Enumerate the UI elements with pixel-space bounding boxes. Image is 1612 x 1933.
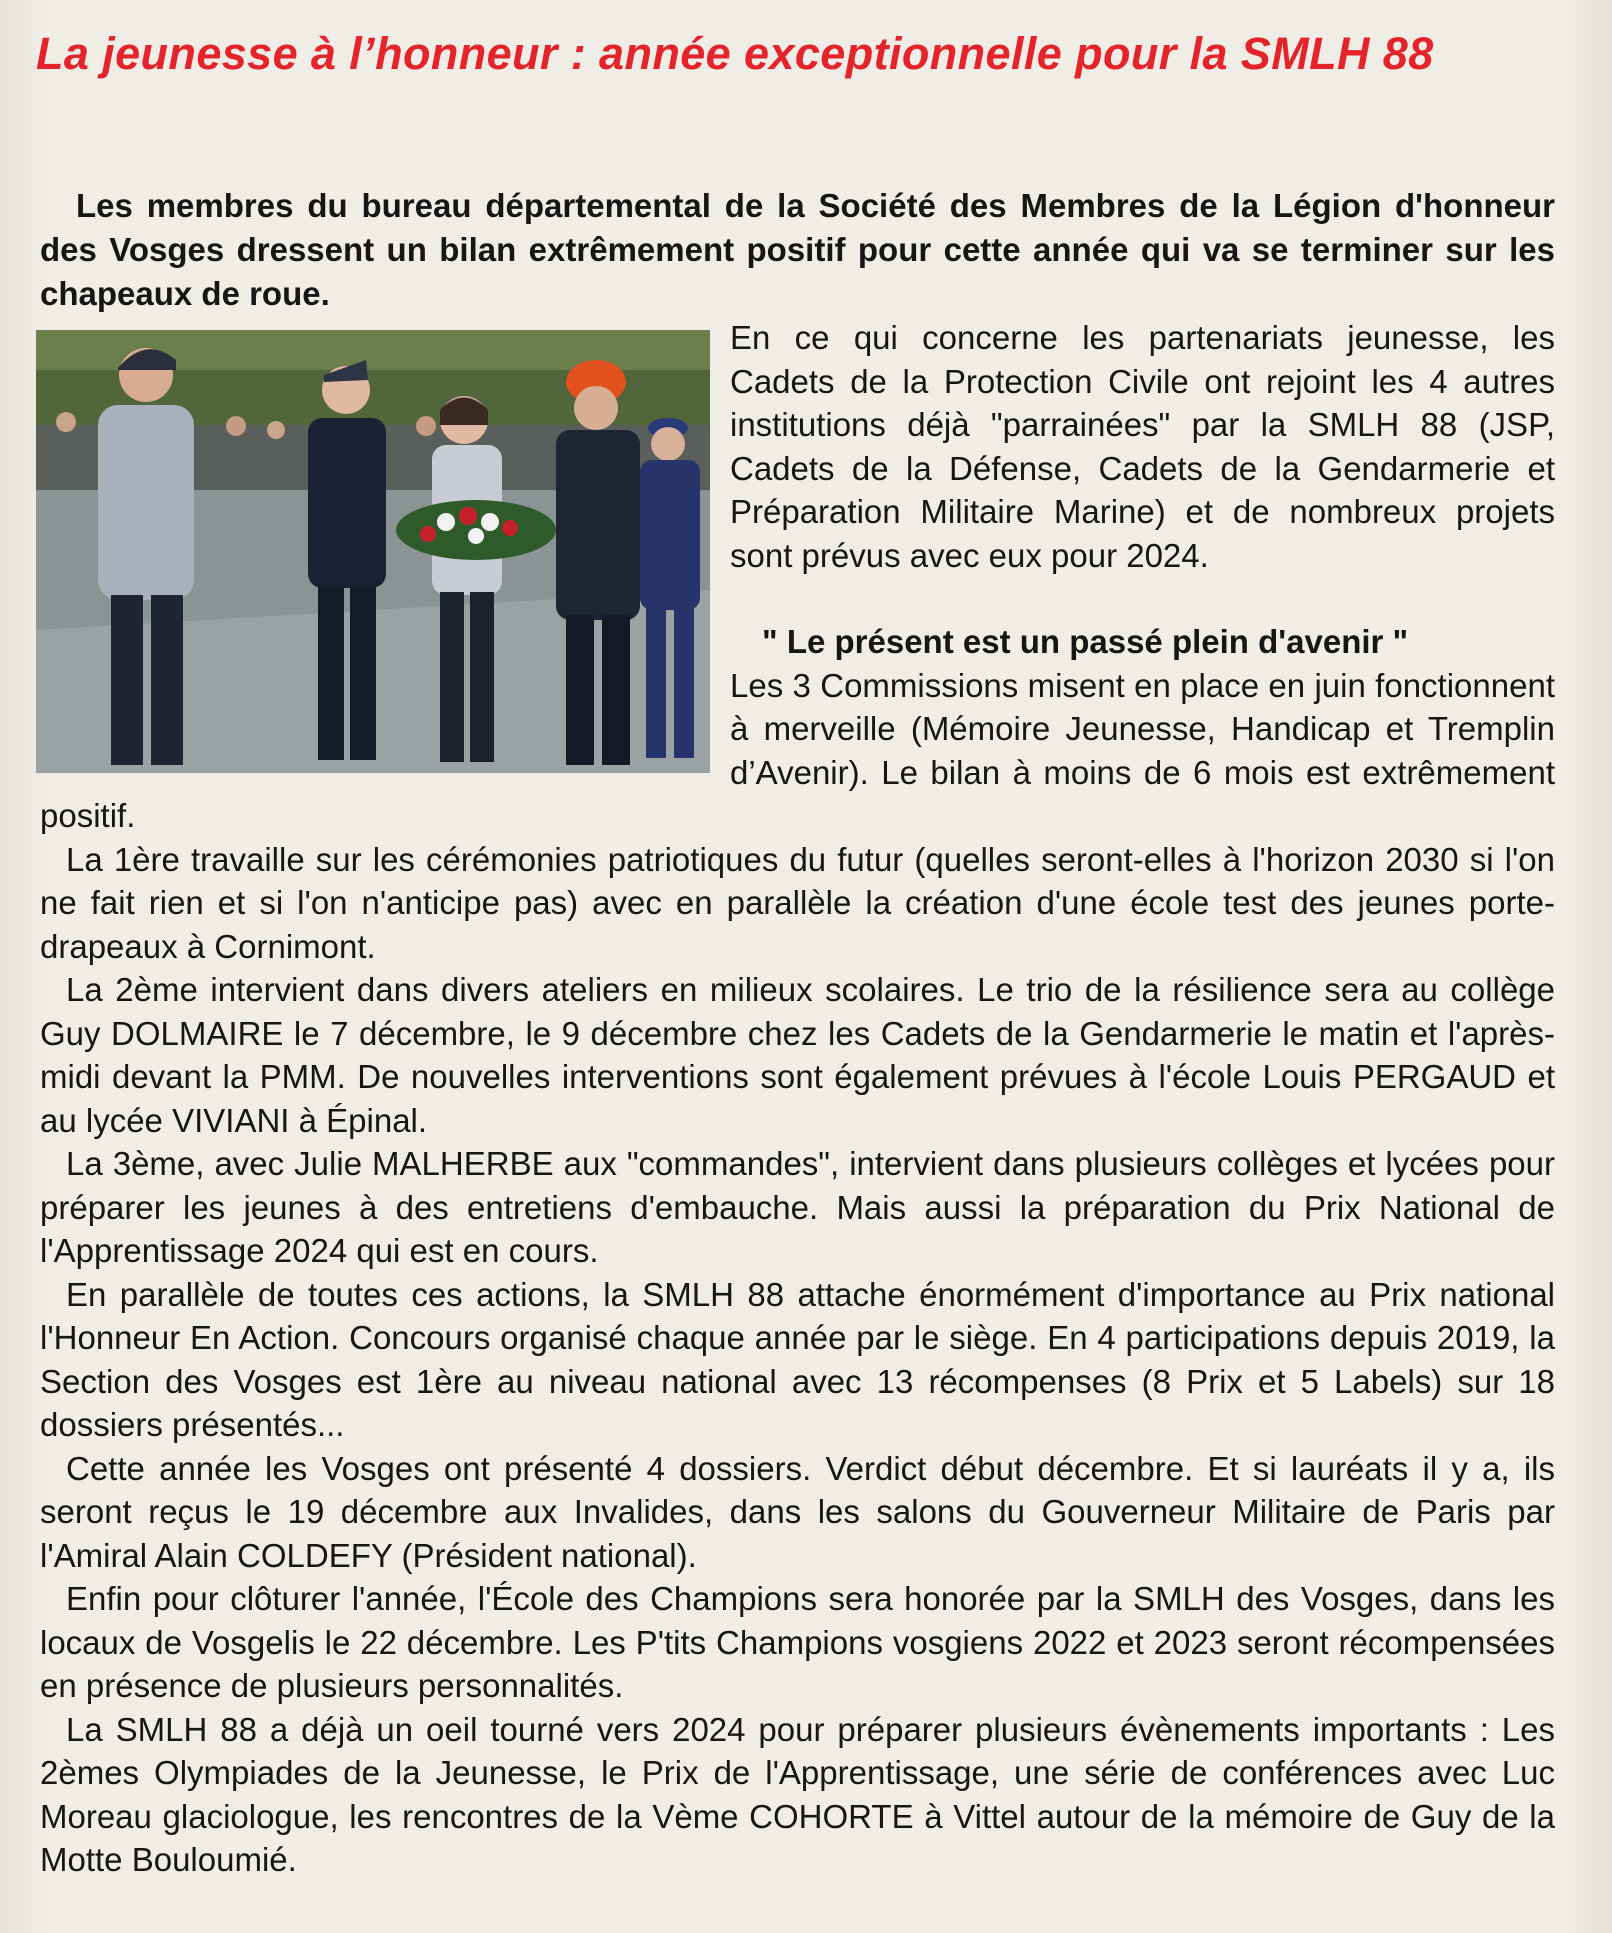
- article-headline: La jeunesse à l’honneur : année exceptionnelle pour la SMLH 88: [36, 28, 1434, 79]
- paragraph-third-commission: La 3ème, avec Julie MALHERBE aux "commandes", intervient dans plusieurs collèges et lycées pour préparer les jeunes à des entretiens d'embauche. Mais aussi la préparation du Prix National de l'Apprentissage 2024 qui est en cours.: [40, 1145, 1555, 1269]
- paragraph-events-2024: La SMLH 88 a déjà un oeil tourné vers 2024 pour préparer plusieurs évènements importants : Les 2èmes Olympiades de la Jeunesse, le Prix de l'Apprentissage, une série de conférences avec Luc Moreau glaciologue, les rencontres de la Vème COHORTE à Vittel autour de la mémoire de Guy de la Motte Bouloumié.: [40, 1710, 1555, 1878]
- paragraph-dossiers: Cette année les Vosges ont présenté 4 dossiers. Verdict début décembre. Et si lauréats il y a, ils seront reçus le 19 décembre aux Invalides, dans les salons du Gouverneur Militaire de Paris par l'Amiral Alain COLDEFY (Président national).: [40, 1449, 1555, 1574]
- paragraph-first-commission: La 1ère travaille sur les cérémonies patriotiques du futur (quelles seront-elles à l'horizon 2030 si l'on ne fait rien et si l'on n'anticipe pas) avec en parallèle la création d'une école test des jeunes porte-drapeaux à Cornimont.: [40, 840, 1555, 965]
- article-lead: Les membres du bureau départemental de la Société des Membres de la Légion d'honneur des Vosges dressent un bilan extrêmement positif pour cette année qui va se terminer sur les chapeaux de roue.: [40, 187, 1555, 312]
- article-subheading: " Le présent est un passé plein d'avenir ": [762, 623, 1409, 660]
- paragraph-commissions: Les 3 Commissions misent en place en juin fonctionnent à merveille (Mémoire Jeunesse, Handicap et Tremplin d’Avenir). Le bilan à moins de 6 mois est extrêmement positif.: [40, 666, 1555, 834]
- paragraph-partnerships: En ce qui concerne les partenariats jeunesse, les Cadets de la Protection Civile ont rejoint les 4 autres institutions déjà "parrainées" par la SMLH 88 (JSP, Cadets de la Défense, Cadets de la Gendarmerie et Préparation Militaire Marine) et de nombreux projets sont prévus avec eux pour 2024.: [730, 319, 1555, 574]
- paragraph-second-commission: La 2ème intervient dans divers ateliers en milieux scolaires. Le trio de la résilience sera au collège Guy DOLMAIRE le 7 décembre, le 9 décembre chez les Cadets de la Gendarmerie le matin et l'après-midi devant la PMM. De nouvelles interventions sont également prévues à l'école Louis PERGAUD et au lycée VIVIANI à Épinal.: [40, 971, 1555, 1139]
- paragraph-ecole-champions: Enfin pour clôturer l'année, l'École des Champions sera honorée par la SMLH des Vosges, dans les locaux de Vosgelis le 22 décembre. Les P'tits Champions vosgiens 2022 et 2023 seront récompensées en présence de plusieurs personnalités.: [40, 1580, 1555, 1704]
- paragraph-honneur-en-action: En parallèle de toutes ces actions, la SMLH 88 attache énormément d'importance au Prix national l'Honneur En Action. Concours organisé chaque année par le siège. En 4 participations depuis 2019, la Section des Vosges est 1ère au niveau national avec 13 récompenses (8 Prix et 5 Labels) sur 18 dossiers présentés...: [40, 1275, 1555, 1443]
- article-body: [40, 316, 1555, 1882]
- photo-float-spacer: [40, 316, 730, 782]
